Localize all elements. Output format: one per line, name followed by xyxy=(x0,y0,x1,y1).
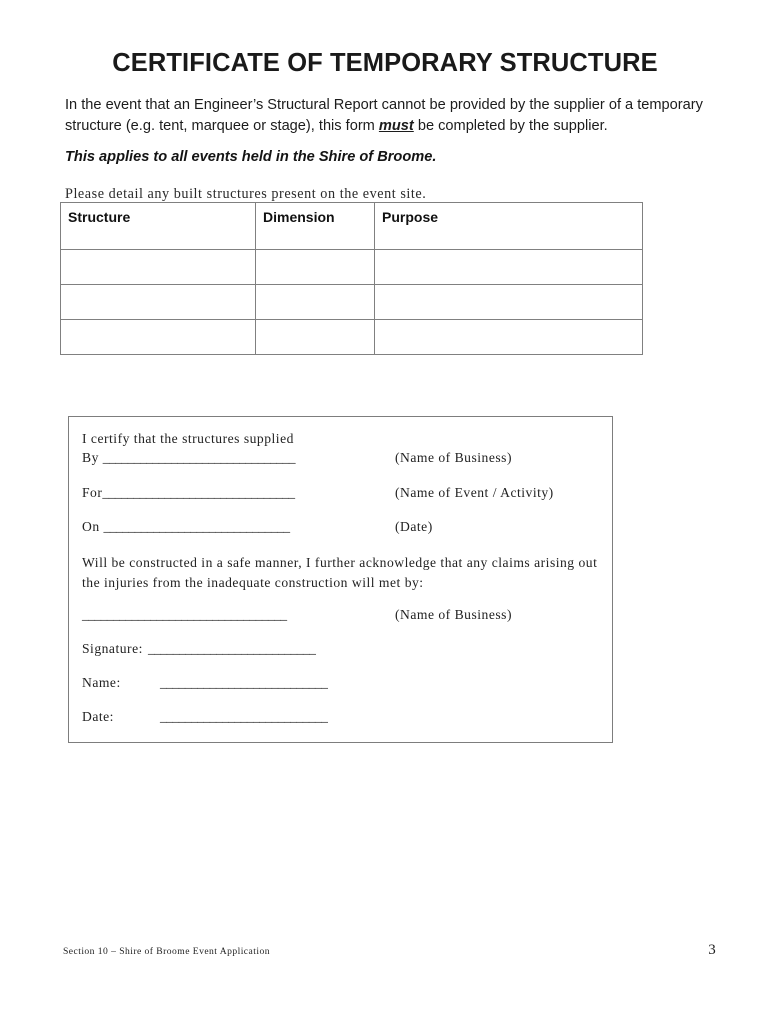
certify-statement: I certify that the structures supplied xyxy=(82,431,294,446)
field-signature-label: Signature: xyxy=(82,641,143,656)
column-header-dimension: Dimension xyxy=(256,203,375,250)
field-name-blank[interactable]: ___________________________ xyxy=(160,675,328,690)
field-date-blank[interactable]: ___________________________ xyxy=(160,709,328,724)
field-name xyxy=(82,675,327,691)
footer-reference: Section 10 – Shire of Broome Event Application xyxy=(63,946,270,957)
instruction-line: Please detail any built structures present on the event site. xyxy=(65,186,427,203)
field-date xyxy=(82,709,327,725)
footer-page-number: 3 xyxy=(708,942,716,958)
intro-paragraph xyxy=(65,95,713,138)
field-date-label: Date: xyxy=(82,709,114,724)
cell-structure[interactable] xyxy=(61,250,256,285)
field-on-label: On xyxy=(82,519,100,534)
field-by-hint: (Name of Business) xyxy=(395,450,512,465)
field-signature xyxy=(82,641,315,657)
cell-structure[interactable] xyxy=(61,285,256,320)
field-for-hint: (Name of Event / Activity) xyxy=(395,485,554,500)
certification-box xyxy=(68,416,613,743)
field-business-blank[interactable]: _________________________________ xyxy=(82,607,287,622)
field-name-label: Name: xyxy=(82,675,121,690)
cell-purpose[interactable] xyxy=(375,320,643,355)
cell-dimension[interactable] xyxy=(256,285,375,320)
intro-text-before: In the event that an Engineer’s Structural Report cannot be provided by the supplier of a temporary structure (e.g. tent, marquee or stage), this form xyxy=(65,96,703,135)
field-for-label: For xyxy=(82,485,103,500)
column-header-structure: Structure xyxy=(61,203,256,250)
column-header-purpose: Purpose xyxy=(375,203,643,250)
field-for xyxy=(82,485,295,501)
intro-emphasis-must: must xyxy=(378,118,414,135)
cell-dimension[interactable] xyxy=(256,320,375,355)
intro-text-after: be completed by the supplier. xyxy=(413,118,608,135)
field-business-hint: (Name of Business) xyxy=(395,607,512,622)
cell-structure[interactable] xyxy=(61,320,256,355)
cell-dimension[interactable] xyxy=(256,250,375,285)
page-title: CERTIFICATE OF TEMPORARY STRUCTURE xyxy=(112,49,658,78)
field-on xyxy=(82,519,289,535)
field-by-label: By xyxy=(82,450,99,465)
field-on-hint: (Date) xyxy=(395,519,433,534)
field-by-blank[interactable]: _______________________________ xyxy=(102,450,295,465)
field-signature-blank[interactable]: ___________________________ xyxy=(148,641,316,656)
table-header-row xyxy=(61,203,643,250)
table-row xyxy=(61,250,643,285)
applies-notice: This applies to all events held in the Shire of Broome. xyxy=(65,148,437,165)
cell-purpose[interactable] xyxy=(375,250,643,285)
table-row xyxy=(61,320,643,355)
acknowledgement-paragraph: Will be constructed in a safe manner, I further acknowledge that any claims arising out the injuries from the inadequate construction will met by: xyxy=(82,555,598,590)
field-for-blank[interactable]: _______________________________ xyxy=(102,485,295,500)
cell-purpose[interactable] xyxy=(375,285,643,320)
field-on-blank[interactable]: ______________________________ xyxy=(103,519,290,534)
structures-table xyxy=(60,202,643,355)
field-by xyxy=(82,450,295,466)
table-row xyxy=(61,285,643,320)
